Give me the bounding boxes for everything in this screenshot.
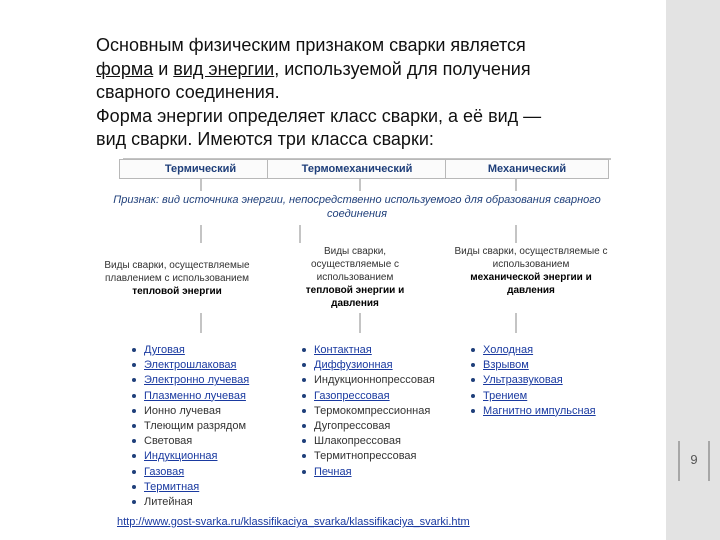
welding-type-link[interactable]: Дуговая — [144, 344, 185, 356]
welding-type-item — [299, 434, 435, 449]
welding-type-label: Шлакопрессовая — [314, 435, 401, 448]
source-link[interactable]: http://www.gost-svarka.ru/klassifikaciya_svarka/klassifikaciya_svarki.htm — [117, 516, 470, 528]
kind-thermal — [95, 259, 259, 298]
kind-thermal-text: Виды сварки, осуществляемые плавлением с использованием — [104, 260, 250, 284]
welding-type-link[interactable]: Ультразвуковая — [483, 374, 563, 387]
welding-type-label: Литейная — [144, 496, 193, 509]
welding-type-label: Световая — [144, 435, 193, 448]
welding-type-item[interactable] — [129, 389, 249, 404]
welding-type-label: Ионно лучевая — [144, 404, 221, 417]
welding-type-link[interactable]: Взрывом — [483, 359, 529, 372]
welding-type-link[interactable]: Электронно лучевая — [144, 374, 250, 387]
welding-type-link[interactable]: Плазменно лучевая — [144, 389, 246, 402]
welding-type-label: Термитнопрессовая — [314, 450, 417, 463]
list-thermal — [129, 343, 249, 510]
welding-type-label: Дугопрессовая — [314, 420, 391, 433]
kind-mechanical-text: Виды сварки, осуществляемые с использованием — [454, 246, 608, 270]
class-box-thermal: Термический — [119, 159, 282, 179]
welding-type-item[interactable] — [299, 343, 435, 358]
welding-type-item[interactable] — [129, 343, 249, 358]
kind-mechanical-bold: механической энергии и давления — [470, 272, 592, 296]
welding-type-label: Индукционнопрессовая — [314, 374, 435, 387]
heading-term-energy-kind: вид энергии — [173, 58, 275, 79]
welding-type-link[interactable]: Индукционная — [144, 450, 218, 463]
heading-line-5: вид сварки. Имеются три класса сварки: — [96, 129, 434, 149]
welding-type-item[interactable] — [129, 449, 249, 464]
kind-thermomechanical-bold: тепловой энергии и давления — [305, 285, 405, 309]
welding-type-link[interactable]: Магнитно импульсная — [483, 404, 596, 417]
welding-type-label: Тлеющим разрядом — [144, 420, 247, 433]
heading-line-3: сварного соединения. — [96, 82, 280, 102]
heading-line-1: Основным физическим признаком сварки является — [96, 35, 526, 55]
classification-feature: Признак: вид источника энергии, непосредственно используемого для образования сварного соединения — [113, 194, 601, 220]
heading-conj: и — [153, 58, 174, 79]
welding-type-item[interactable] — [468, 404, 596, 419]
welding-type-item — [129, 419, 249, 434]
list-mechanical — [468, 343, 596, 419]
welding-type-link[interactable]: Трением — [483, 389, 528, 402]
class-box-mechanical: Механический — [445, 159, 609, 179]
list-thermomechanical — [299, 343, 435, 480]
welding-type-item — [129, 404, 249, 419]
page-number: 9 — [690, 452, 698, 467]
welding-type-item — [129, 495, 249, 510]
welding-type-item — [299, 419, 435, 434]
welding-type-link[interactable]: Холодная — [483, 344, 534, 356]
heading-line-2 — [96, 58, 656, 82]
welding-type-link[interactable]: Газовая — [144, 465, 185, 478]
slide-heading — [96, 34, 656, 152]
welding-type-link[interactable]: Электрошлаковая — [144, 359, 237, 372]
welding-type-item[interactable] — [129, 373, 249, 388]
welding-type-item[interactable] — [468, 389, 596, 404]
kind-thermal-bold: тепловой энергии — [132, 286, 222, 297]
class-box-thermomechanical: Термомеханический — [267, 159, 447, 179]
welding-type-link[interactable]: Термитная — [144, 480, 200, 493]
kind-thermomechanical — [283, 245, 427, 310]
page-number-badge — [678, 441, 710, 481]
welding-type-item[interactable] — [299, 465, 435, 480]
welding-type-item[interactable] — [129, 480, 249, 495]
kind-mechanical — [449, 245, 613, 297]
welding-type-link[interactable]: Диффузионная — [314, 359, 393, 372]
welding-type-link[interactable]: Газопрессовая — [314, 389, 390, 402]
welding-type-item[interactable] — [299, 389, 435, 404]
welding-classification-diagram — [95, 153, 619, 516]
welding-type-item[interactable] — [468, 358, 596, 373]
welding-type-label: Термокомпрессионная — [314, 404, 431, 417]
welding-type-item — [299, 404, 435, 419]
welding-type-item — [299, 449, 435, 464]
welding-type-item — [299, 373, 435, 388]
welding-type-item[interactable] — [299, 358, 435, 373]
welding-type-item[interactable] — [468, 373, 596, 388]
welding-type-item[interactable] — [129, 358, 249, 373]
welding-type-item — [129, 434, 249, 449]
welding-type-link[interactable]: Контактная — [314, 344, 372, 356]
heading-line-2-rest: , используемой для получения — [274, 58, 531, 79]
welding-type-item[interactable] — [129, 465, 249, 480]
welding-type-link[interactable]: Печная — [314, 465, 352, 478]
kind-thermomechanical-text: Виды сварки, осуществляемые с использованием — [310, 246, 400, 283]
heading-line-4: Форма энергии определяет класс сварки, а её вид — — [96, 105, 542, 126]
welding-type-item[interactable] — [468, 343, 596, 358]
heading-term-form: форма — [96, 58, 154, 79]
